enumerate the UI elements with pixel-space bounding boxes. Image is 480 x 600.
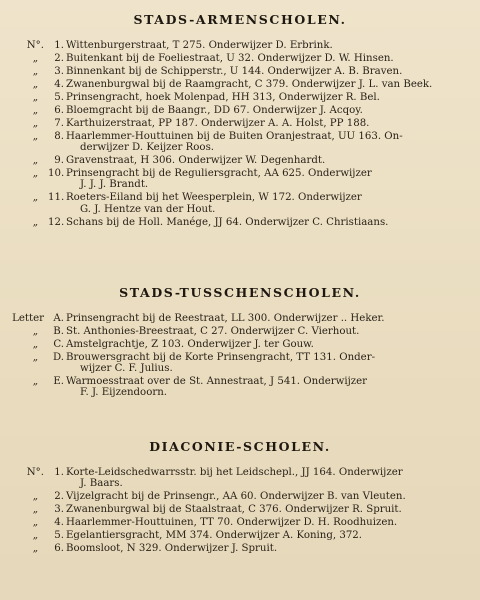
entry-continuation: J. Baars.	[80, 478, 123, 490]
entry-line: Egelantiersgracht, MM 374. Onderwijzer A. Koning, 372.	[66, 530, 363, 542]
list-item	[0, 92, 480, 105]
entry-text	[66, 376, 464, 398]
list-item	[0, 192, 480, 216]
entry-prefix: „	[32, 155, 38, 167]
entry-number: 4.	[54, 517, 64, 529]
entry-number: B.	[53, 326, 64, 337]
entry-number: 4.	[54, 79, 64, 90]
entry-line: Bloemgracht bij de Baangr., DD 67. Onderwijzer J. Acqoy.	[66, 105, 363, 116]
entry-line: Zwanenburgwal bij de Raamgracht, C 379. Onderwijzer J. L. van Beek.	[66, 79, 433, 90]
entry-number: 12.	[48, 216, 65, 228]
entry-continuation: wijzer C. F. Julius.	[80, 363, 173, 375]
entry-number: 1.	[54, 40, 64, 51]
entry-number: 2.	[54, 491, 64, 503]
entry-text	[66, 131, 464, 153]
entry-number: C.	[53, 339, 64, 350]
entry-text	[66, 326, 464, 337]
entry-text	[66, 491, 464, 502]
entry-line: Prinsengracht bij de Reestraat, LL 300. Onderwijzer .. Heker.	[66, 313, 385, 324]
entry-prefix: „	[32, 118, 38, 129]
entry-text	[66, 66, 464, 77]
entry-text	[66, 504, 464, 515]
entry-prefix: „	[32, 491, 38, 503]
entry-text	[66, 339, 464, 350]
list-item	[0, 40, 480, 53]
list-item	[0, 155, 480, 168]
entry-prefix: „	[32, 376, 38, 388]
entry-line: Prinsengracht bij de Reguliersgracht, AA 625. Onderwijzer	[66, 168, 372, 180]
entry-prefix: „	[32, 131, 38, 142]
entry-line: Haarlemmer-Houttuinen bij de Buiten Oranjestraat, UU 163. On-	[66, 131, 403, 142]
entry-prefix: „	[32, 66, 38, 77]
entry-prefix: „	[32, 53, 38, 64]
entry-prefix: „	[32, 352, 38, 363]
entry-prefix: „	[32, 530, 38, 542]
entry-line: Roeters-Eiland bij het Weesperplein, W 172. Onderwijzer	[66, 192, 362, 204]
list-item	[0, 217, 480, 230]
entry-number: A.	[53, 313, 64, 324]
entry-line: Schans bij de Holl. Manége, JJ 64. Onderwijzer C. Christiaans.	[66, 216, 389, 228]
list-item	[0, 491, 480, 504]
entry-prefix: „	[32, 79, 38, 90]
entry-number: 7.	[54, 118, 64, 129]
entry-number: 6.	[54, 543, 64, 555]
entry-prefix: „	[32, 517, 38, 529]
entry-line: Prinsengracht, hoek Molenpad, HH 313, Onderwijzer R. Bel.	[66, 92, 380, 103]
section-heading-stads-tusschenscholen: STADS-TUSSCHENSCHOLEN.	[119, 285, 361, 300]
entry-prefix: „	[32, 326, 38, 337]
entry-text	[66, 79, 464, 90]
entry-prefix: N°.	[26, 467, 44, 478]
entry-prefix: N°.	[26, 40, 44, 51]
entry-line: Gravenstraat, H 306. Onderwijzer W. Degenhardt.	[66, 155, 326, 167]
section-list-stads-armenscholen	[0, 40, 480, 230]
entry-line: Warmoesstraat over de St. Annestraat, J 541. Onderwijzer	[66, 376, 368, 388]
entry-number: 3.	[54, 66, 64, 77]
list-item	[0, 79, 480, 92]
entry-number: 10.	[48, 168, 65, 180]
list-item	[0, 105, 480, 118]
entry-line: Zwanenburgwal bij de Staalstraat, C 376. Onderwijzer R. Spruit.	[66, 504, 402, 516]
list-item	[0, 326, 480, 339]
entry-number: 9.	[54, 155, 64, 167]
list-item	[0, 543, 480, 556]
entry-line: Amstelgrachtje, Z 103. Onderwijzer J. ter Gouw.	[66, 339, 314, 350]
entry-prefix: „	[32, 543, 38, 555]
entry-text	[66, 92, 464, 103]
entry-prefix: „	[32, 92, 38, 103]
section-heading-stads-armenscholen: STADS-ARMENSCHOLEN.	[133, 12, 347, 27]
entry-number: 6.	[54, 105, 64, 116]
entry-continuation: derwijzer D. Keijzer Roos.	[80, 142, 215, 154]
entry-continuation: F. J. Eijzendoorn.	[80, 387, 167, 399]
entry-line: Vijzelgracht bij de Prinsengr., AA 60. Onderwijzer B. van Vleuten.	[66, 491, 406, 503]
entry-text	[66, 192, 464, 214]
entry-text	[66, 467, 464, 489]
list-item	[0, 313, 480, 326]
entry-text	[66, 352, 464, 374]
list-item	[0, 376, 480, 400]
list-item	[0, 352, 480, 376]
section-heading-diaconie-scholen: DIACONIE-SCHOLEN.	[149, 439, 331, 454]
section-list-stads-tusschenscholen	[0, 313, 480, 400]
list-item	[0, 53, 480, 66]
entry-number: 11.	[48, 192, 65, 204]
entry-prefix: „	[32, 504, 38, 516]
entry-line: Karthuizerstraat, PP 187. Onderwijzer A. A. Holst, PP 188.	[66, 118, 370, 129]
list-item	[0, 504, 480, 517]
entry-text	[66, 517, 464, 528]
list-item	[0, 339, 480, 352]
entry-continuation: G. J. Hentze van der Hout.	[80, 203, 216, 215]
entry-prefix: „	[32, 192, 38, 204]
list-item	[0, 66, 480, 79]
entry-line: St. Anthonies-Breestraat, C 27. Onderwijzer C. Vierhout.	[66, 326, 360, 337]
list-item	[0, 118, 480, 131]
entry-text	[66, 543, 464, 554]
entry-number: E.	[53, 376, 64, 388]
entry-number: D.	[52, 352, 64, 363]
entry-line: Boomsloot, N 329. Onderwijzer J. Spruit.	[66, 543, 278, 555]
entry-continuation: J. J. J. Brandt.	[80, 179, 149, 191]
entry-line: Buitenkant bij de Foeliestraat, U 32. Onderwijzer D. W. Hinsen.	[66, 53, 394, 64]
entry-text	[66, 530, 464, 541]
entry-text	[66, 155, 464, 166]
list-item	[0, 530, 480, 543]
list-item	[0, 517, 480, 530]
entry-prefix: „	[32, 105, 38, 116]
entry-text	[66, 168, 464, 190]
entry-line: Haarlemmer-Houttuinen, TT 70. Onderwijzer D. H. Roodhuizen.	[66, 517, 398, 529]
entry-line: Wittenburgerstraat, T 275. Onderwijzer D. Erbrink.	[66, 40, 333, 51]
entry-text	[66, 105, 464, 116]
entry-prefix: „	[32, 339, 38, 350]
list-item	[0, 131, 480, 155]
list-item	[0, 168, 480, 192]
section-list-diaconie-scholen	[0, 467, 480, 556]
entry-number: 1.	[54, 467, 64, 478]
list-item	[0, 467, 480, 491]
entry-number: 5.	[54, 530, 64, 542]
entry-text	[66, 53, 464, 64]
entry-text	[66, 118, 464, 129]
entry-prefix: „	[32, 216, 38, 228]
entry-line: Korte-Leidschedwarrsstr. bij het Leidschepl., JJ 164. Onderwijzer	[66, 467, 403, 478]
entry-number: 5.	[54, 92, 64, 103]
entry-text	[66, 313, 464, 324]
entry-line: Binnenkant bij de Schipperstr., U 144. Onderwijzer A. B. Braven.	[66, 66, 403, 77]
entry-line: Brouwersgracht bij de Korte Prinsengracht, TT 131. Onder-	[66, 352, 376, 363]
entry-number: 3.	[54, 504, 64, 516]
entry-prefix: Letter	[12, 313, 44, 324]
entry-prefix: „	[32, 168, 38, 180]
entry-text	[66, 217, 464, 228]
entry-number: 8.	[54, 131, 64, 142]
entry-number: 2.	[54, 53, 64, 64]
entry-text	[66, 40, 464, 51]
